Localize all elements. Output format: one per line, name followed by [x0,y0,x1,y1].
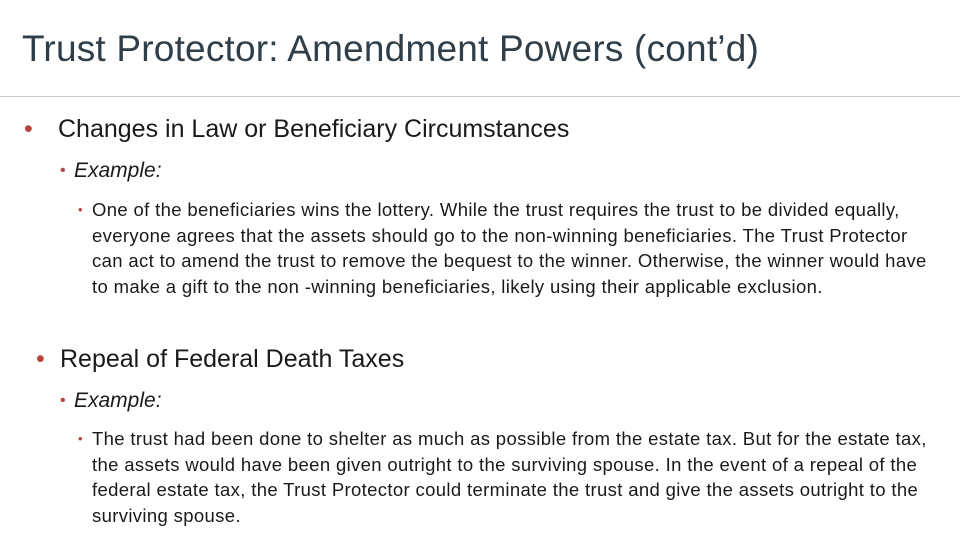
bullet-icon: • [60,162,66,179]
section-2-detail-item [78,426,937,528]
section-2-heading-item [36,344,404,374]
section-2-example-label: Example: [74,389,162,412]
title-divider [0,96,960,97]
section-2-heading: Repeal of Federal Death Taxes [60,345,405,373]
bullet-icon: • [36,345,45,373]
section-1-example-item [60,158,162,184]
bullet-icon: • [60,392,66,409]
bullet-icon: • [78,202,83,217]
slide-title: Trust Protector: Amendment Powers (cont’d) [22,28,760,69]
section-1-heading: Changes in Law or Beneficiary Circumstances [58,115,570,143]
section-1-heading-item [22,114,569,144]
section-2-example-item [60,388,162,414]
section-1-detail-item [78,197,937,299]
section-1-detail: One of the beneficiaries wins the lottery. While the trust requires the trust to be divided equally, everyone agrees that the assets should go to the non-winning beneficiaries. The Trust Protector can act to amend the trust to remove the bequest to the winner. Otherwise, the winner would have to make a gift to the non -winning beneficiaries, likely using their applicable exclusion. [92,199,927,297]
bullet-icon: • [24,115,33,143]
bullet-icon: • [78,431,83,446]
section-1-example-label: Example: [74,159,162,182]
section-2-detail: The trust had been done to shelter as much as possible from the estate tax. But for the estate tax, the assets would have been given outright to the surviving spouse. In the event of a repeal of the federal estate tax, the Trust Protector could terminate the trust and give the assets outright to the surviving spouse. [92,428,927,526]
